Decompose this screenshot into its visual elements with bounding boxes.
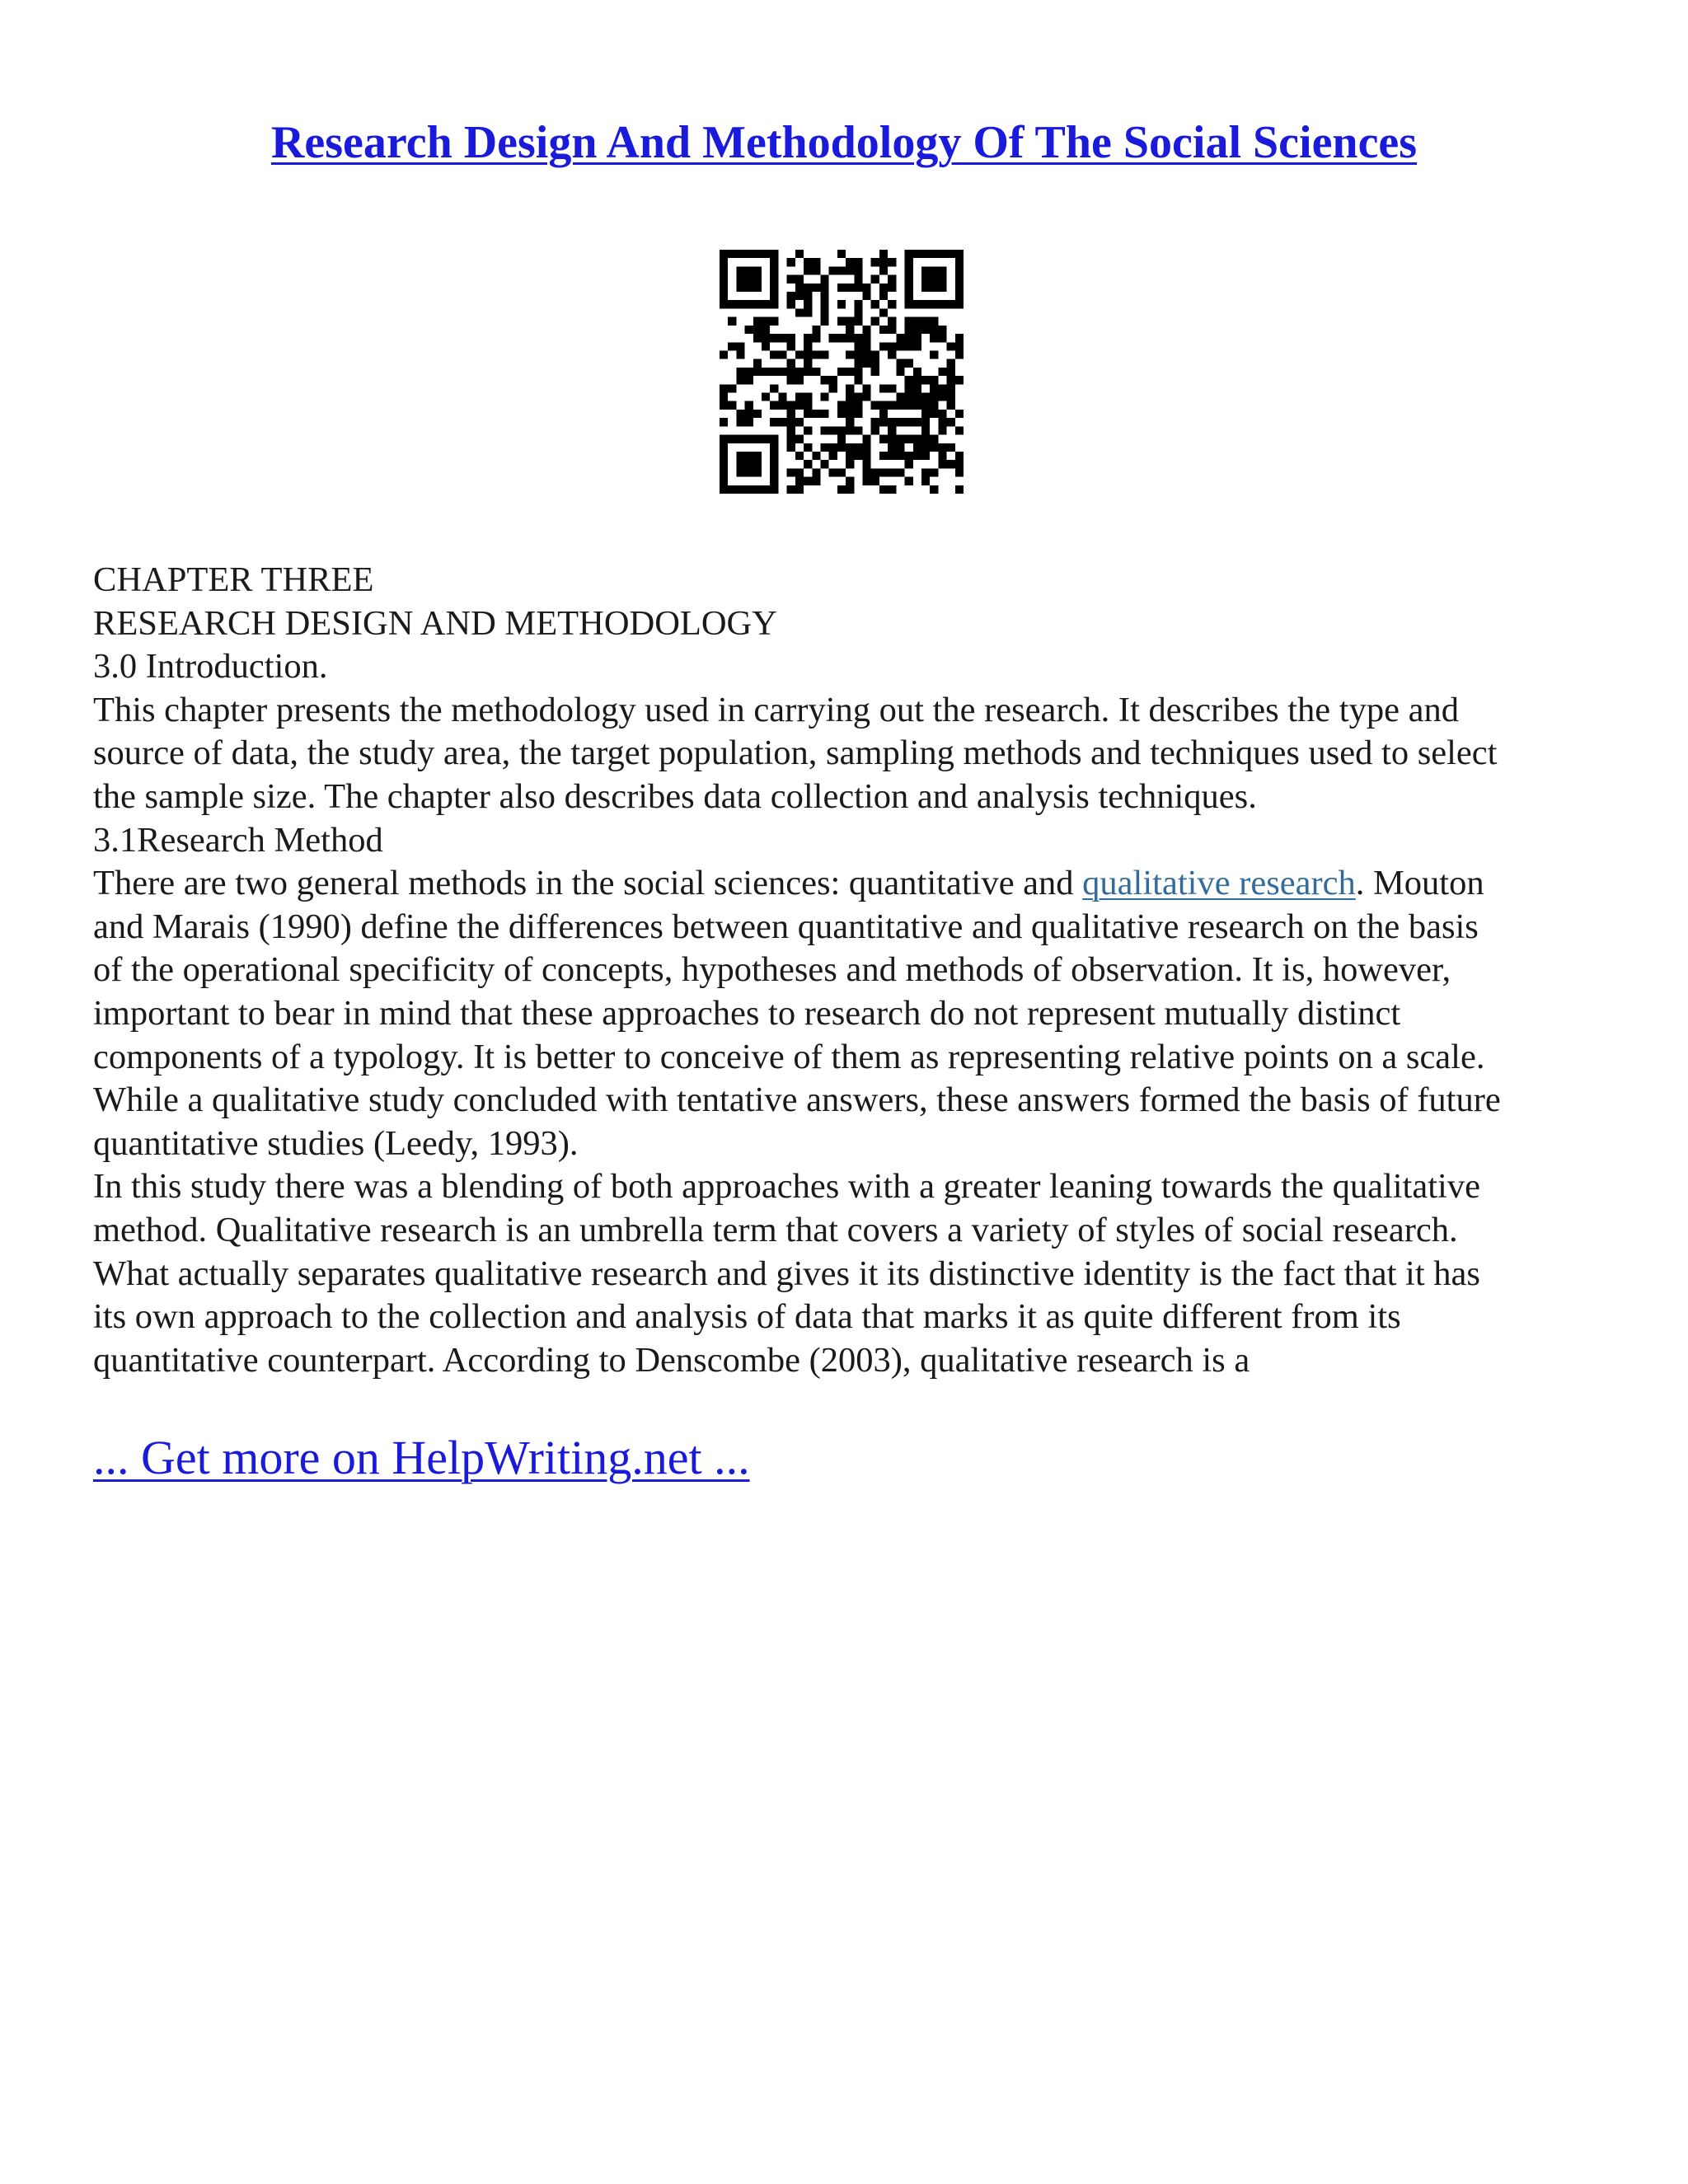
qr-code-icon — [720, 250, 964, 494]
get-more-link[interactable]: ... Get more on HelpWriting.net ... — [93, 1431, 750, 1484]
paragraph-line — [93, 862, 1601, 906]
paragraph-line: method. Qualitative research is an umbrella term that covers a variety of styles of social research. — [93, 1210, 1458, 1249]
chapter-heading: CHAPTER THREE — [93, 560, 374, 599]
paragraph-line: quantitative counterpart. According to Denscombe (2003), qualitative research is a — [93, 1340, 1250, 1380]
line-text: . Mouton — [1355, 864, 1484, 903]
paragraph-line: While a qualitative study concluded with tentative answers, these answers formed the basis of future — [93, 1080, 1501, 1120]
paragraph-line: of the operational specificity of concepts, hypotheses and methods of observation. It is, however, — [93, 950, 1451, 990]
paragraph-line: components of a typology. It is better to conceive of them as representing relative points on a scale. — [93, 1037, 1485, 1076]
page-title — [0, 114, 1688, 171]
paragraph-line: its own approach to the collection and analysis of data that marks it as quite different from its — [93, 1297, 1401, 1337]
paragraph-line: quantitative studies (Leedy, 1993). — [93, 1123, 579, 1163]
section-heading-research-method: 3.1Research Method — [93, 820, 383, 860]
title-link[interactable]: Research Design And Methodology Of The Social Sciences — [270, 117, 1418, 168]
paragraph-line: and Marais (1990) define the differences between quantitative and qualitative research on the basis — [93, 907, 1479, 946]
qualitative-research-link[interactable]: qualitative research — [1082, 864, 1356, 903]
paragraph-line: In this study there was a blending of both approaches with a greater leaning towards the qualitative — [93, 1167, 1480, 1207]
document-body — [93, 559, 1601, 1382]
line-text: There are two general methods in the social sciences: quantitative and — [93, 864, 1083, 903]
paragraph-line: important to bear in mind that these approaches to research do not represent mutually distinct — [93, 993, 1401, 1033]
paragraph-line: What actually separates qualitative research and gives it its distinctive identity is the fact that it has — [93, 1254, 1480, 1293]
chapter-title: RESEARCH DESIGN AND METHODOLOGY — [93, 603, 777, 643]
paragraph-line: This chapter presents the methodology used in carrying out the research. It describes the type and — [93, 690, 1459, 729]
paragraph-line: the sample size. The chapter also describes data collection and analysis techniques. — [93, 776, 1257, 816]
paragraph-line: source of data, the study area, the target population, sampling methods and techniques used to select — [93, 733, 1498, 773]
section-heading-introduction: 3.0 Introduction. — [93, 647, 328, 687]
